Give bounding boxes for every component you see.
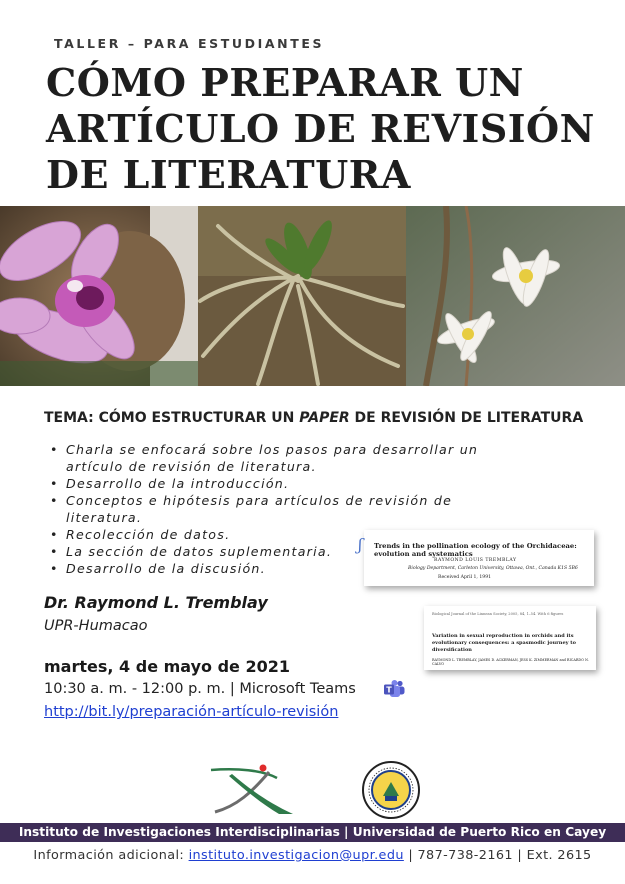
bullet-item: • Desarrollo de la introducción. xyxy=(50,475,510,492)
paper1-author: RAYMOND LOUIS TREMBLAY xyxy=(434,558,517,563)
institute-logo xyxy=(207,762,295,816)
contact-email-link[interactable]: instituto.investigacion@upr.edu xyxy=(188,848,404,863)
footer-banner: Instituto de Investigaciones Interdisciplinarias | Universidad de Puerto Rico en Cayey xyxy=(0,823,625,842)
paper1-affiliation: Biology Department, Carleton University, Ottawa, Ont., Canada K1S 5B6 xyxy=(408,566,578,571)
registration-link[interactable]: http://bit.ly/preparación-artículo-revisión xyxy=(44,704,339,720)
svg-text:T: T xyxy=(386,685,392,695)
paper-thumbnail-2 xyxy=(424,606,596,670)
speaker-name: Dr. Raymond L. Tremblay xyxy=(44,593,268,612)
title-line-1: CÓMO PREPARAR UN xyxy=(46,60,524,105)
footer-phone: | 787-738-2161 | Ext. 2615 xyxy=(403,848,592,863)
bullet-item: • Charla se enfocará sobre los pasos para desarrollar un artículo de revisión de literatura. xyxy=(50,441,510,475)
paper1-title: Trends in the pollination ecology of the Orchidaceae: evolution and systematics xyxy=(374,542,577,558)
event-date: martes, 4 de mayo de 2021 xyxy=(44,657,290,676)
bullet-item: • Conceptos e hipótesis para artículos de revisión de literatura. xyxy=(50,492,510,526)
orchid-white-photo xyxy=(406,206,625,386)
page-title xyxy=(46,60,616,198)
paper2-journal: Biological Journal of the Linnean Society, 2005, 84, 1–54. With 6 figures xyxy=(432,612,564,616)
paper2-authors: RAYMOND L. TREMBLAY, JAMES D. ACKERMAN, JESS K. ZIMMERMAN and RICARDO N. CALVO xyxy=(432,658,589,666)
footer-label: Información adicional: xyxy=(33,848,189,863)
bullet-item: • Desarrollo de la discusión. xyxy=(50,560,510,577)
curl-mark-icon: ʃ xyxy=(358,535,363,554)
university-seal xyxy=(361,760,421,820)
photo-strip xyxy=(0,206,625,386)
bullet-item: • La sección de datos suplementaria. xyxy=(50,543,510,560)
topic-italic: PAPER xyxy=(299,410,350,426)
topic-suffix: DE REVISIÓN DE LITERATURA xyxy=(349,410,584,426)
topic-prefix: TEMA: CÓMO ESTRUCTURAR UN xyxy=(44,410,300,426)
contact-footer xyxy=(0,848,625,863)
paper2-title: Variation in sexual reproduction in orchids and its evolutionary consequences: a spasmodic journey to diversification xyxy=(432,633,576,653)
paper1-received: Received April 1, 1991 xyxy=(438,575,492,580)
title-line-3: DE LITERATURA xyxy=(46,152,411,197)
bullet-item: • Recolección de datos. xyxy=(50,526,510,543)
microsoft-teams-icon xyxy=(384,680,405,698)
topic-heading xyxy=(44,410,583,426)
speaker-institution: UPR-Humacao xyxy=(44,618,148,634)
paper-thumbnail-1 xyxy=(358,530,594,586)
kicker-label: TALLER – PARA ESTUDIANTES xyxy=(54,36,325,51)
title-line-2: ARTÍCULO DE REVISIÓN xyxy=(46,106,595,151)
orchid-pink-photo xyxy=(0,206,198,386)
event-time: 10:30 a. m. - 12:00 p. m. | Microsoft Teams xyxy=(44,681,356,697)
orchid-roots-photo xyxy=(198,206,406,386)
